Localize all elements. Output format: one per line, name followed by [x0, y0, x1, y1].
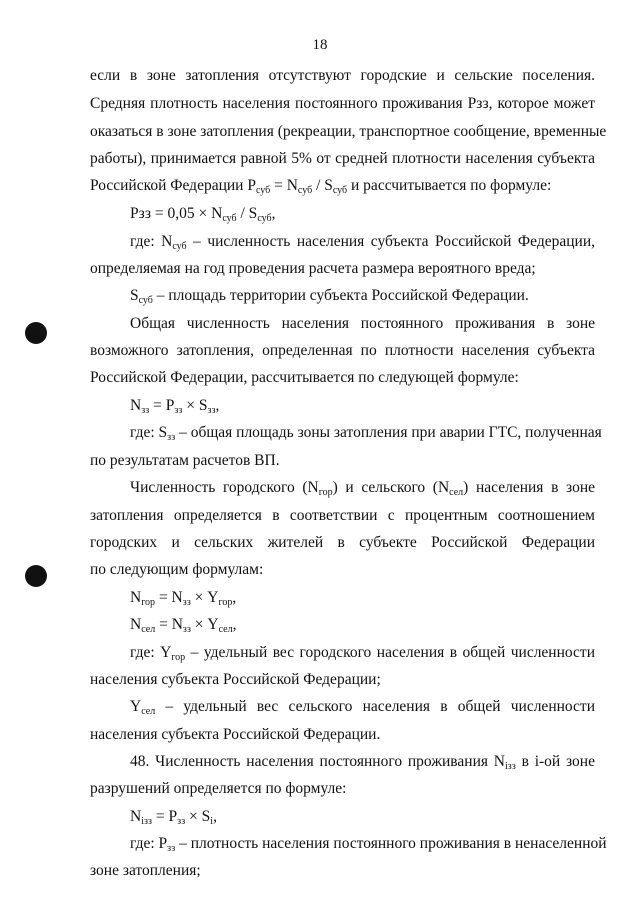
text-run: / S: [236, 205, 258, 222]
text-line: [130, 314, 595, 334]
text-run: × S: [185, 808, 211, 825]
text-run: N: [130, 616, 142, 633]
punch-hole-bottom: [25, 565, 47, 587]
text-run: Общая численность населения постоянного проживания в зоне: [130, 315, 595, 332]
text-run: оказаться в зоне затопления (рекреации, транспортное сообщение, временные: [90, 123, 607, 140]
subscript: сел: [141, 706, 156, 717]
subscript: iзз: [504, 761, 516, 772]
text-line: [90, 259, 595, 279]
text-run: городских и сельских жителей в субъекте Российской Федерации: [90, 534, 595, 551]
subscript: зз: [177, 816, 186, 827]
page-number: 18: [312, 37, 328, 53]
text-line: [90, 560, 595, 580]
text-run: определяемая на год проведения расчета размера вероятного вреда;: [90, 260, 536, 277]
subscript: iзз: [141, 816, 153, 827]
text-run: ,: [213, 808, 217, 825]
subscript: i: [210, 816, 214, 827]
text-line: [130, 204, 595, 224]
text-run: N: [130, 808, 142, 825]
text-run: Численность городского (N: [130, 479, 319, 496]
text-line: [130, 478, 595, 498]
text-run: – площадь территории субъекта Российской Федерации.: [152, 287, 529, 304]
text-line: [90, 66, 595, 86]
text-line: [130, 423, 602, 443]
text-line: [90, 670, 595, 690]
text-run: где: Y: [130, 644, 172, 661]
text-run: × Y: [190, 589, 219, 606]
punch-hole-top: [25, 322, 47, 344]
text-run: = Р: [149, 397, 175, 414]
text-line: [130, 615, 595, 635]
text-line: [130, 834, 607, 854]
text-run: ) населения в зоне: [463, 479, 595, 496]
text-line: [90, 779, 595, 799]
text-run: – плотность населения постоянного проживания в ненаселенной: [175, 835, 607, 852]
text-run: затопления определяется в соответствии с процентным соотношением: [90, 507, 595, 524]
subscript: сел: [141, 624, 156, 635]
subscript: зз: [167, 843, 176, 854]
subscript: суб: [257, 213, 272, 224]
text-line: [90, 506, 595, 526]
text-run: Средняя плотность населения постоянного проживания Рзз, которое может: [90, 95, 595, 112]
text-run: ,: [215, 397, 220, 414]
subscript: суб: [297, 185, 313, 196]
text-line: [90, 533, 595, 553]
subscript: гор: [318, 487, 333, 498]
subscript: зз: [141, 405, 150, 416]
text-run: разрушений определяется по формуле:: [90, 780, 347, 797]
text-run: ,: [232, 616, 237, 633]
text-run: – численность населения субъекта Российской Федерации,: [186, 233, 595, 250]
text-run: Российской Федерации Р: [90, 177, 256, 194]
text-run: населения субъекта Российской Федерации;: [90, 671, 381, 688]
text-line: [130, 588, 595, 608]
subscript: суб: [138, 295, 153, 306]
text-line: [90, 94, 595, 114]
text-run: / S: [312, 177, 333, 194]
text-line: [130, 232, 595, 252]
text-line: [130, 286, 595, 306]
text-run: 48. Численность населения постоянного проживания N: [130, 753, 505, 770]
text-run: ,: [232, 589, 237, 606]
text-line: [130, 697, 595, 717]
text-run: × Y: [190, 616, 219, 633]
subscript: зз: [174, 405, 183, 416]
text-run: = N: [270, 177, 298, 194]
text-run: где: Р: [130, 835, 168, 852]
subscript: зз: [207, 405, 216, 416]
subscript: суб: [255, 185, 271, 196]
text-run: ) и сельского (N: [332, 479, 450, 496]
subscript: зз: [182, 624, 191, 635]
text-run: зоне затопления;: [90, 862, 201, 879]
subscript: суб: [332, 185, 348, 196]
text-run: = N: [155, 616, 183, 633]
text-run: – удельный вес городского населения в общей численности: [185, 644, 595, 661]
text-run: и рассчитывается по формуле:: [347, 177, 552, 194]
text-run: = Р: [152, 808, 178, 825]
text-run: если в зоне затопления отсутствуют городские и сельские поселения.: [90, 67, 595, 84]
text-run: – общая площадь зоны затопления при аварии ГТС, полученная: [175, 424, 602, 441]
subscript: гор: [218, 597, 233, 608]
text-run: в i-ой зоне: [515, 753, 595, 770]
text-run: N: [130, 589, 142, 606]
text-line: [90, 122, 607, 142]
text-run: – удельный вес сельского населения в общей численности: [155, 698, 595, 715]
text-line: [90, 861, 595, 881]
text-line: [130, 396, 595, 416]
text-line: [130, 643, 595, 663]
text-run: × S: [182, 397, 208, 414]
text-line: [90, 341, 595, 361]
subscript: гор: [141, 597, 156, 608]
text-run: по следующим формулам:: [90, 561, 264, 578]
text-line: [90, 149, 595, 169]
subscript: гор: [171, 652, 186, 663]
text-line: [130, 752, 595, 772]
text-line: [90, 451, 595, 471]
text-run: населения субъекта Российской Федерации.: [90, 726, 381, 743]
subscript: суб: [222, 213, 237, 224]
text-run: возможного затопления, определенная по плотности населения субъекта: [90, 342, 595, 359]
text-run: где: S: [130, 424, 168, 441]
text-run: S: [130, 287, 139, 304]
text-run: Y: [130, 698, 142, 715]
text-line: [90, 176, 595, 196]
text-run: N: [130, 397, 142, 414]
text-run: работы), принимается равной 5% от средней плотности населения субъекта: [90, 150, 595, 167]
text-line: [130, 807, 595, 827]
text-run: = N: [155, 589, 183, 606]
text-line: [90, 368, 595, 388]
subscript: зз: [182, 597, 191, 608]
text-run: где: N: [130, 233, 173, 250]
text-run: ,: [271, 205, 276, 222]
subscript: зз: [167, 432, 176, 443]
text-run: Российской Федерации, рассчитывается по следующей формуле:: [90, 369, 519, 386]
subscript: суб: [172, 241, 187, 252]
text-line: [90, 725, 595, 745]
text-run: Рзз = 0,05 × N: [130, 205, 223, 222]
subscript: сел: [449, 487, 464, 498]
subscript: сел: [218, 624, 233, 635]
text-run: по результатам расчетов ВП.: [90, 452, 280, 469]
